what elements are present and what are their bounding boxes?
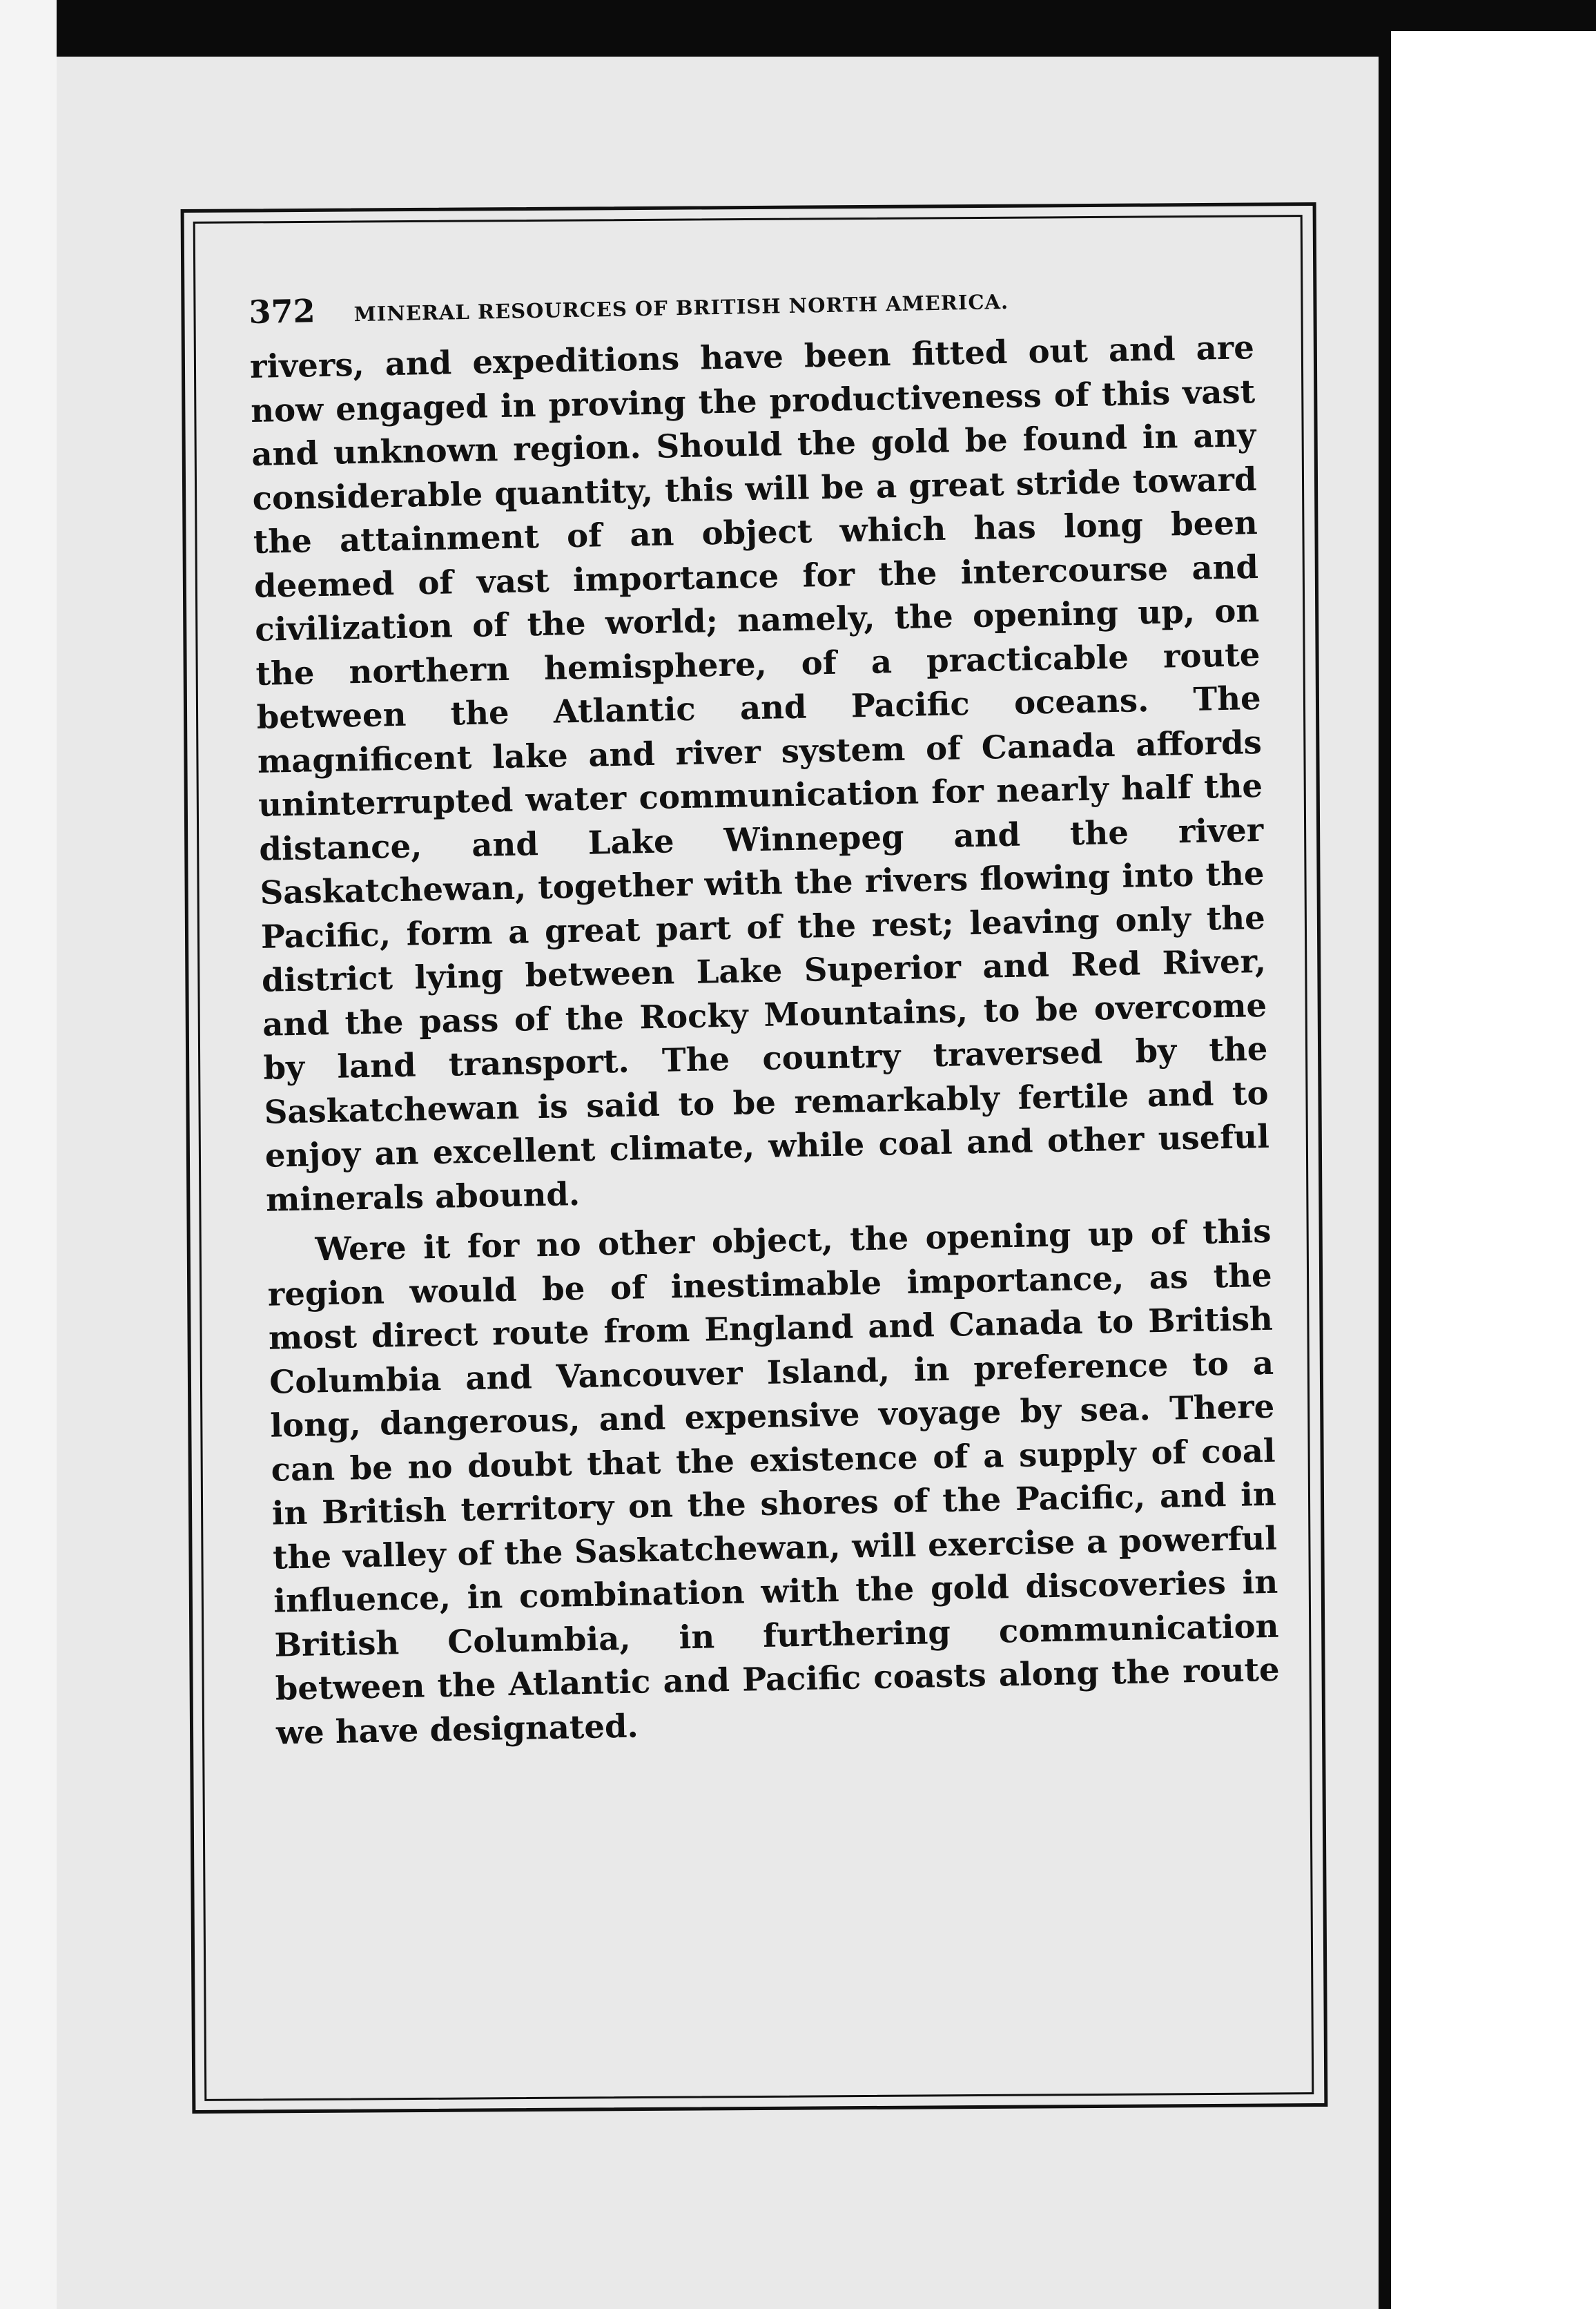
page-number: 372 <box>249 292 316 331</box>
page-content <box>249 274 1281 1755</box>
paragraph-1: rivers, and expeditions have been fitted out and are now engaged in proving the productiveness of this vast and unknown region. Should the gold be found in any considerable quantity, this will be a great stride toward the attainment of an object which has long been deemed of vast importance for the intercourse and civilization of the world; namely, the opening up, on the northern hemisphere, of a practicable route between the Atlantic and Pacific oceans. The magnificent lake and river system of Canada affords uninterrupted water communication for nearly half the distance, and Lake Winnepeg and the river Saskatchewan, together with the rivers flowing into the Pacific, form a great part of the rest; leaving only the district lying between Lake Superior and Red River, and the pass of the Rocky Mountains, to be overcome by land transport. The country traversed by the Saskatchewan is said to be remarkably fertile and to enjoy an excellent climate, while coal and other useful minerals abound. <box>249 328 1270 1219</box>
adjacent-blank-page <box>1391 31 1596 2309</box>
scan-left-margin <box>0 0 57 2309</box>
running-head: MINERAL RESOURCES OF BRITISH NORTH AMERICA. <box>353 289 1009 327</box>
body-text <box>249 325 1281 1755</box>
paragraph-2: Were it for no other object, the opening up of this region would be of inestimable importance, as the most direct route from England and Canada to British Columbia and Vancouver Island, in preference to a long, dangerous, and expensive voyage by sea. There can be no doubt that the existence of a supply of coal in British territory on the shores of the Pacific, and in the valley of the Saskatchewan, will exercise a powerful influence, in combination with the gold discoveries in British Columbia, in furthering communication between the Atlantic and Pacific coasts along the route we have designated. <box>267 1211 1281 1752</box>
